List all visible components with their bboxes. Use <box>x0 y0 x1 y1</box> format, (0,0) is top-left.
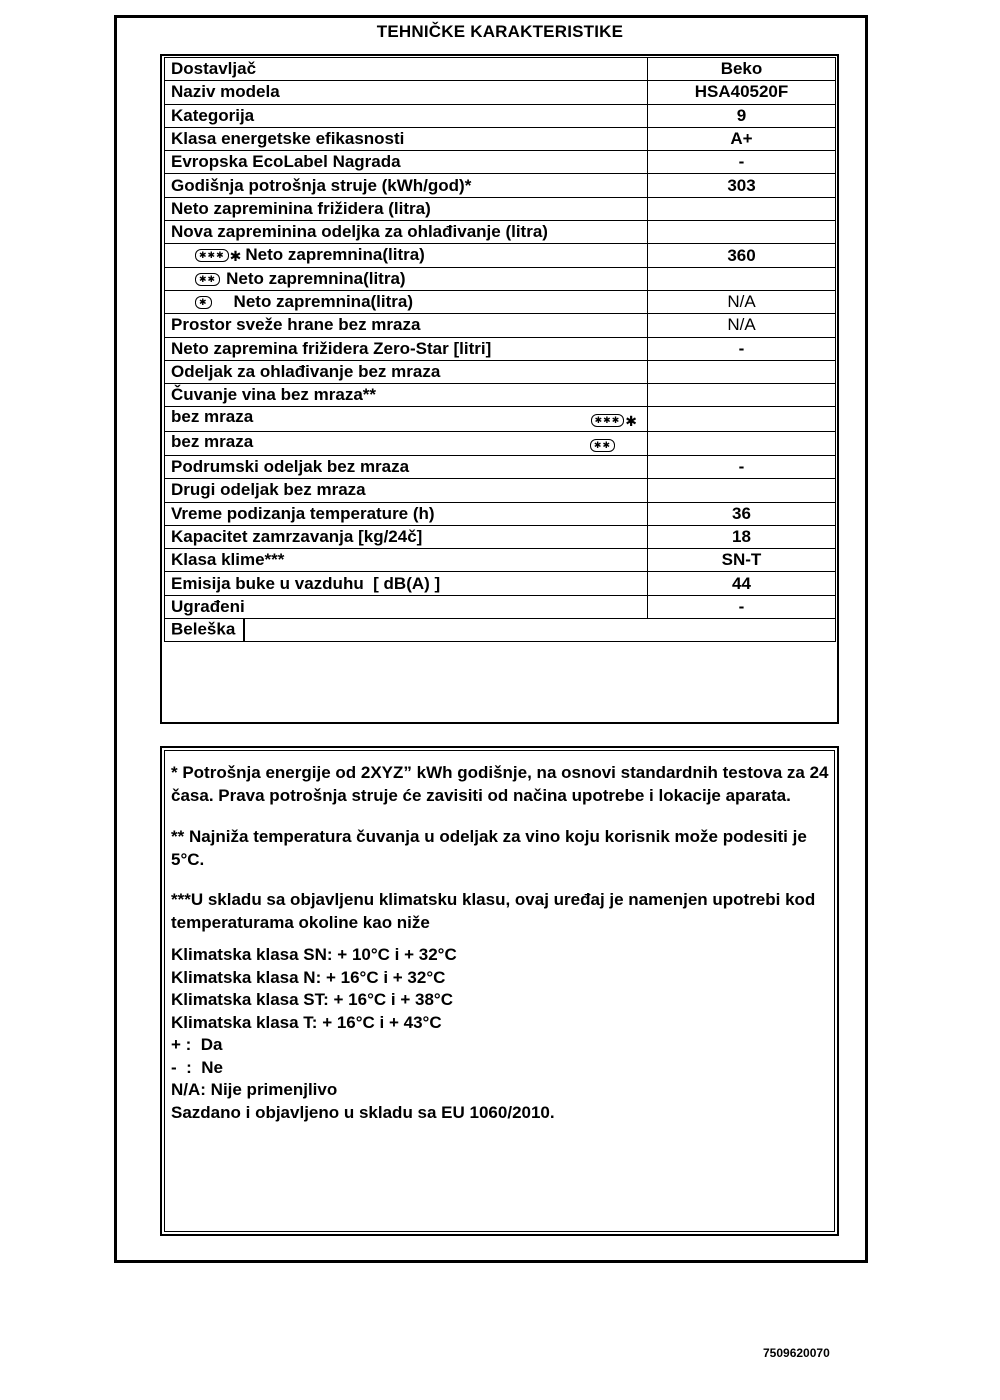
notes-section <box>171 762 831 1124</box>
table-row <box>165 58 836 81</box>
row-label: Beleška <box>171 619 236 639</box>
two-star-icon: ✱✱ <box>590 439 615 452</box>
one-star-icon: ✱ <box>195 296 212 309</box>
table-row <box>165 595 836 618</box>
row-value: Beko <box>648 58 836 81</box>
row-label: Kapacitet zamrzavanja [kg/24č] <box>165 525 648 548</box>
table-row <box>165 407 836 432</box>
table-row <box>165 314 836 337</box>
two-star-icon: ✱✱ <box>195 273 220 286</box>
row-label-cell <box>165 290 648 313</box>
regulation-note: Sazdano i objavljeno u skladu sa EU 1060/2010. <box>171 1102 555 1122</box>
table-row <box>165 384 836 407</box>
note-row-cell <box>165 619 836 642</box>
star-icon: ✱ <box>229 247 242 264</box>
row-value <box>648 384 836 407</box>
row-label: Prostor sveže hrane bez mraza <box>165 314 648 337</box>
table-row <box>165 174 836 197</box>
row-value: 303 <box>648 174 836 197</box>
row-label: Vreme podizanja temperature (h) <box>165 502 648 525</box>
table-row <box>165 290 836 313</box>
table-row <box>165 244 836 267</box>
table-row <box>165 479 836 502</box>
row-value: 36 <box>648 502 836 525</box>
table-row <box>165 151 836 174</box>
table-row <box>165 549 836 572</box>
table-row <box>165 127 836 150</box>
row-value: - <box>648 455 836 478</box>
document-code: 7509620070 <box>763 1346 830 1360</box>
row-value <box>648 267 836 290</box>
row-value <box>648 221 836 244</box>
row-label: Podrumski odeljak bez mraza <box>165 455 648 478</box>
row-label: Čuvanje vina bez mraza** <box>165 384 648 407</box>
climate-class-sn: Klimatska klasa SN: + 10°C i + 32°C <box>171 945 457 964</box>
climate-class-t: Klimatska klasa T: + 16°C i + 43°C <box>171 1012 442 1032</box>
row-label: Odeljak za ohlađivanje bez mraza <box>165 360 648 383</box>
row-value <box>648 197 836 220</box>
row-value: - <box>648 337 836 360</box>
row-value <box>648 407 836 432</box>
row-value: 9 <box>648 104 836 127</box>
stars-group <box>591 410 641 431</box>
row-value <box>648 479 836 502</box>
stars-group <box>590 435 621 455</box>
row-label: Klasa klime*** <box>165 549 648 572</box>
row-label: Neto zapremnina(litra) <box>226 268 406 288</box>
row-label: bez mraza <box>171 431 254 451</box>
table-row <box>165 221 836 244</box>
row-value <box>648 431 836 455</box>
table-row <box>165 455 836 478</box>
climate-class-n: Klimatska klasa N: + 16°C i + 32°C <box>171 967 446 987</box>
row-label: Klasa energetske efikasnosti <box>165 127 648 150</box>
row-label: Neto zapremnina(litra) <box>233 292 414 312</box>
footnote-energy: * Potrošnja energije od 2XYZ” kWh godišnje, na osnovi standardnih testova za 24 časa. Prava potrošnja struje će zavisiti od načina upotrebe i lokacije aparata. <box>171 763 829 805</box>
divider <box>243 619 245 641</box>
row-value: SN-T <box>648 549 836 572</box>
row-label: Naziv modela <box>165 81 648 104</box>
row-value: HSA40520F <box>648 81 836 104</box>
row-label: Emisija buke u vazduhu [ dB(A) ] <box>165 572 648 595</box>
table-row <box>165 525 836 548</box>
footnote-climate: ***U skladu sa objavljenu klimatsku klasu, ovaj uređaj je namenjen upotrebi kod temperaturama okoline kao niže <box>171 890 816 932</box>
row-label: Kategorija <box>165 104 648 127</box>
row-value: - <box>648 595 836 618</box>
three-star-icon: ✱✱✱ <box>591 414 625 427</box>
table-row <box>165 619 836 642</box>
table-row <box>165 267 836 290</box>
row-label-cell <box>165 267 648 290</box>
row-label: Drugi odeljak bez mraza <box>165 479 648 502</box>
row-label: Ugrađeni <box>165 595 648 618</box>
row-value: 44 <box>648 572 836 595</box>
spec-table <box>164 57 836 642</box>
table-row <box>165 197 836 220</box>
table-row <box>165 431 836 455</box>
table-row <box>165 360 836 383</box>
table-row <box>165 572 836 595</box>
row-label-cell <box>165 431 648 455</box>
climate-class-st: Klimatska klasa ST: + 16°C i + 38°C <box>171 990 453 1009</box>
row-value: N/A <box>648 290 836 313</box>
row-label: Nova zapreminina odeljka za ohlađivanje (litra) <box>165 221 648 244</box>
row-value <box>648 360 836 383</box>
table-row <box>165 104 836 127</box>
row-value: 18 <box>648 525 836 548</box>
row-label: bez mraza <box>171 407 254 427</box>
row-label: Evropska EcoLabel Nagrada <box>165 151 648 174</box>
three-star-icon: ✱✱✱ <box>195 249 229 262</box>
row-label: Neto zapremnina(litra) <box>245 245 425 265</box>
legend-na: N/A: Nije primenjlivo <box>171 1080 338 1099</box>
row-value: N/A <box>648 314 836 337</box>
legend-yes: + : Da <box>171 1035 223 1054</box>
page-title: TEHNIČKE KARAKTERISTIKE <box>376 22 624 41</box>
table-row <box>165 337 836 360</box>
row-label: Neto zapreminina frižidera (litra) <box>165 197 648 220</box>
row-label: Dostavljač <box>165 58 648 81</box>
row-label-cell <box>165 407 648 432</box>
star-icon: ✱ <box>625 412 637 429</box>
table-row <box>165 81 836 104</box>
table-row <box>165 502 836 525</box>
row-label-cell <box>165 244 648 267</box>
row-label: Godišnja potrošnja struje (kWh/god)* <box>165 174 648 197</box>
row-value: 360 <box>648 244 836 267</box>
row-label: Neto zapremina frižidera Zero-Star [litri] <box>165 337 648 360</box>
legend-no: - : Ne <box>171 1057 223 1077</box>
row-value: A+ <box>648 127 836 150</box>
footnote-wine: ** Najniža temperatura čuvanja u odeljak za vino koju korisnik može podesiti je 5°C. <box>171 827 807 869</box>
row-value: - <box>648 151 836 174</box>
